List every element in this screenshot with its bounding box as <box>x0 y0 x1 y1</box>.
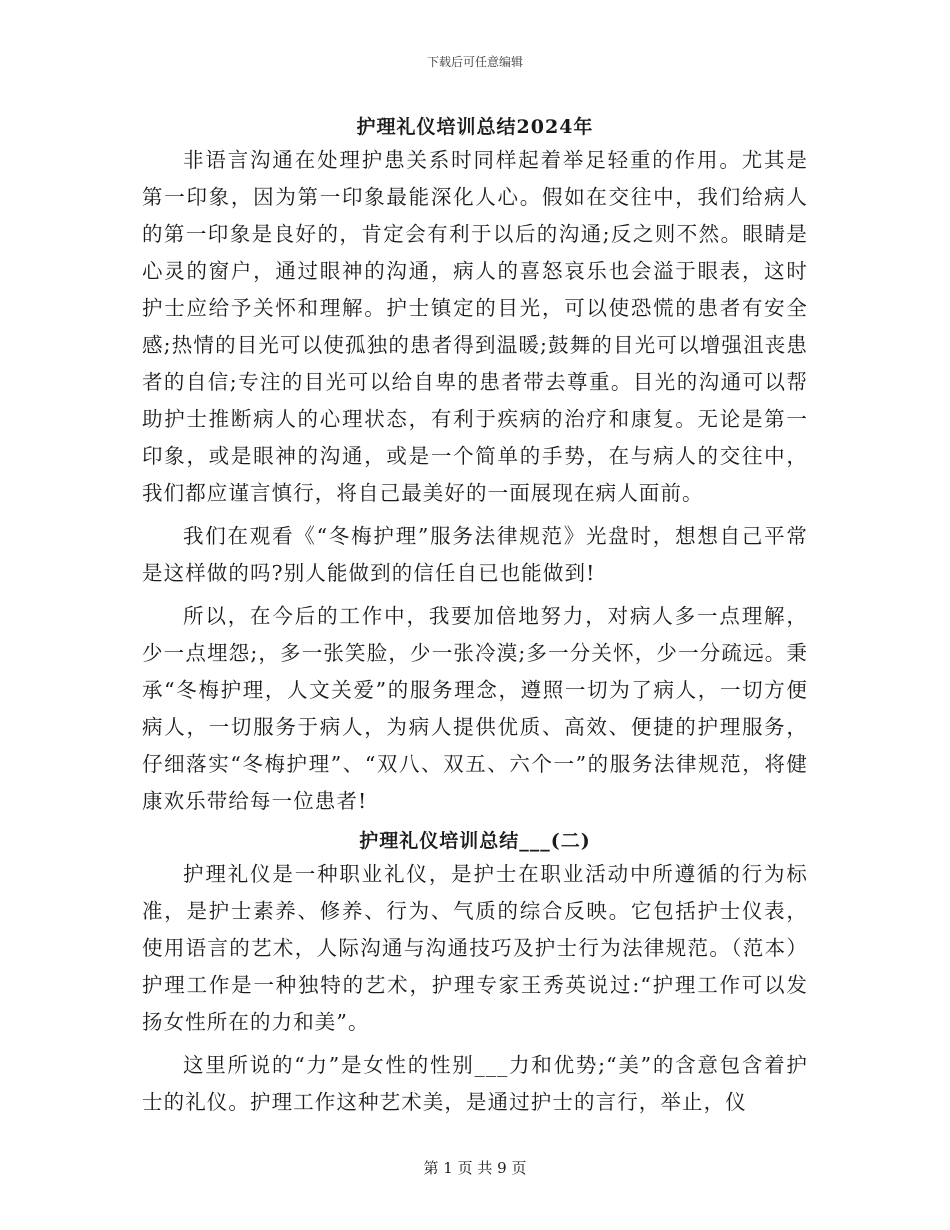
paragraph: 护理礼仪是一种职业礼仪，是护士在职业活动中所遵循的行为标准，是护士素养、修养、行为、气质的综合反映。它包括护士仪表，使用语言的艺术，人际沟通与沟通技巧及护士行为法律规范。（范本）护理工作是一种独特的艺术，护理专家王秀英说过:“护理工作可以发扬女性所在的力和美”。 <box>142 862 808 1034</box>
paragraph: 非语言沟通在处理护患关系时同样起着举足轻重的作用。尤其是第一印象，因为第一印象最能深化人心。假如在交往中，我们给病人的第一印象是良好的，肯定会有利于以后的沟通;反之则不然。眼睛是心灵的窗户，通过眼神的沟通，病人的喜怒哀乐也会溢于眼表，这时护士应给予关怀和理解。护士镇定的目光，可以使恐慌的患者有安全感;热情的目光可以使孤独的患者得到温暖;鼓舞的目光可以增强沮丧患者的自信;专注的目光可以给自卑的患者带去尊重。目光的沟通可以帮助护士推断病人的心理状态，有利于疾病的治疗和康复。无论是第一印象，或是眼神的沟通，或是一个简单的手势，在与病人的交往中，我们都应谨言慎行，将自己最美好的一面展现在病人面前。 <box>142 148 808 505</box>
paragraph: 这里所说的“力”是女性的性别___力和优势;“美”的含意包含着护士的礼仪。护理工作这种艺术美，是通过护士的言行，举止，仪 <box>142 1053 808 1114</box>
page-number: 第 1 页 共 9 页 <box>423 1159 527 1177</box>
section-title-1: 护理礼仪培训总结2024年 <box>356 116 594 138</box>
header-note: 下载后可任意编辑 <box>426 55 523 69</box>
paragraph: 我们在观看《“冬梅护理”服务法律规范》光盘时，想想自己平常是这样做的吗?别人能做到的信任自已也能做到! <box>142 524 808 585</box>
section-title-2: 护理礼仪培训总结___(二) <box>359 830 591 852</box>
document-body <box>142 112 808 1121</box>
paragraph: 所以，在今后的工作中，我要加倍地努力，对病人多一点理解，少一点埋怨;，多一张笑脸，少一张冷漠;多一分关怀，少一分疏远。秉承“冬梅护理，人文关爱”的服务理念，遵照一切为了病人，一切方便病人，一切服务于病人，为病人提供优质、高效、便捷的护理服务，仔细落实“冬梅护理”、“双八、双五、六个一”的服务法律规范，将健康欢乐带给每一位患者! <box>142 604 808 813</box>
